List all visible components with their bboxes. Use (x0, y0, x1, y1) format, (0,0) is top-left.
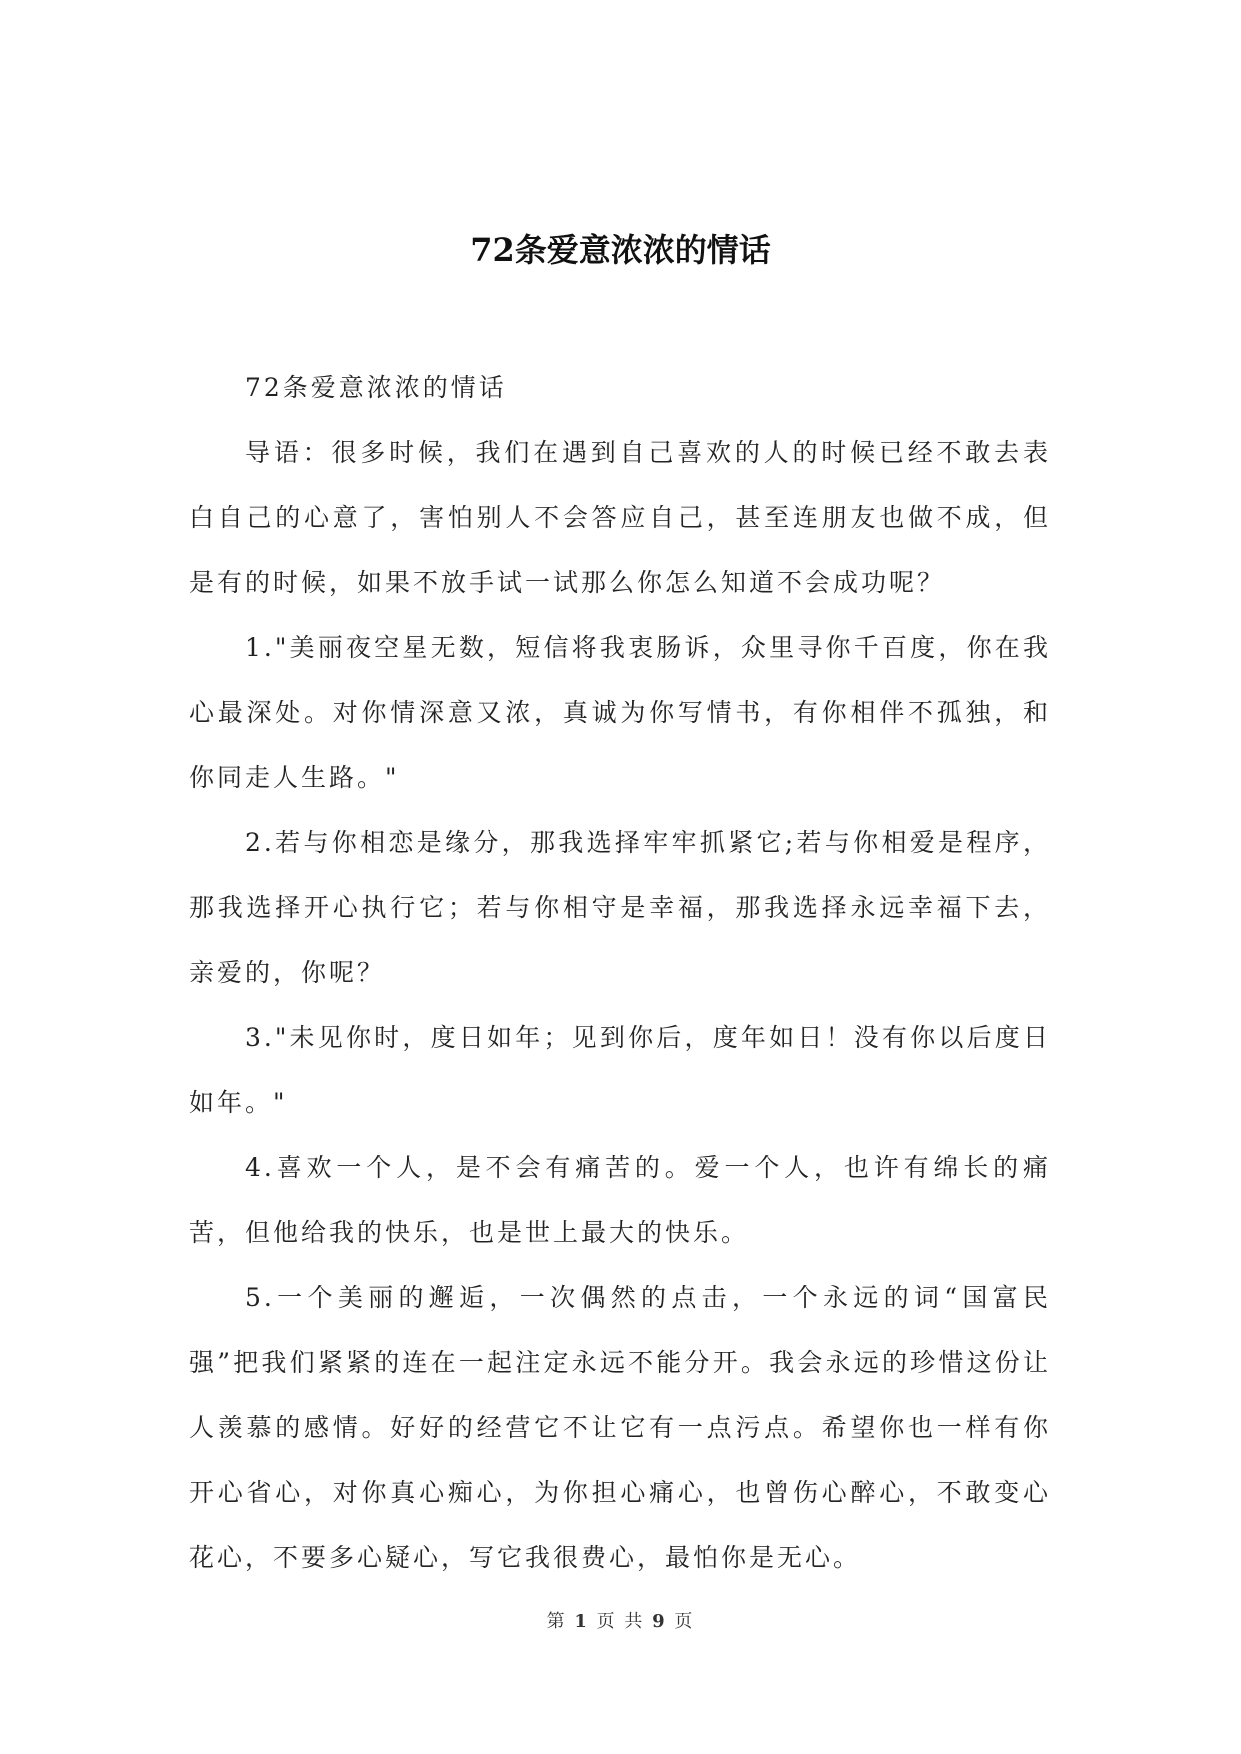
footer-middle: 页 共 (596, 1611, 645, 1632)
document-body (189, 355, 1051, 1590)
paragraph-item-1: 1."美丽夜空星无数，短信将我衷肠诉，众里寻你千百度，你在我心最深处。对你情深意又浓，真诚为你写情书，有你相伴不孤独，和你同走人生路。" (189, 633, 1051, 792)
paragraph-item-5: 5.一个美丽的邂逅，一次偶然的点击，一个永远的词“国富民强”把我们紧紧的连在一起注定永远不能分开。我会永远的珍惜这份让人羡慕的感情。好好的经营它不让它有一点污点。希望你也一样有你开心省心，对你真心痴心，为你担心痛心，也曾伤心醉心，不敢变心花心，不要多心疑心，写它我很费心，最怕你是无心。 (189, 1283, 1051, 1572)
paragraph-item-3: 3."未见你时，度日如年；见到你后，度年如日！没有你以后度日如年。" (189, 1023, 1051, 1117)
footer-current-page: 1 (574, 1611, 589, 1632)
paragraph-intro: 导语：很多时候，我们在遇到自己喜欢的人的时候已经不敢去表白自己的心意了，害怕别人不会答应自己，甚至连朋友也做不成，但是有的时候，如果不放手试一试那么你怎么知道不会成功呢？ (189, 438, 1051, 597)
footer-prefix: 第 (546, 1611, 567, 1632)
footer-suffix: 页 (674, 1611, 695, 1632)
paragraph-item-4: 4.喜欢一个人，是不会有痛苦的。爱一个人，也许有绵长的痛苦，但他给我的快乐，也是世上最大的快乐。 (189, 1153, 1051, 1247)
paragraph-heading: 72条爱意浓浓的情话 (245, 373, 507, 402)
page-footer (0, 1610, 1241, 1634)
paragraph-item-2: 2.若与你相恋是缘分，那我选择牢牢抓紧它;若与你相爱是程序，那我选择开心执行它；若与你相守是幸福，那我选择永远幸福下去，亲爱的，你呢？ (189, 828, 1051, 987)
document-title: 72条爱意浓浓的情话 (470, 231, 771, 269)
footer-total-pages: 9 (652, 1611, 667, 1632)
